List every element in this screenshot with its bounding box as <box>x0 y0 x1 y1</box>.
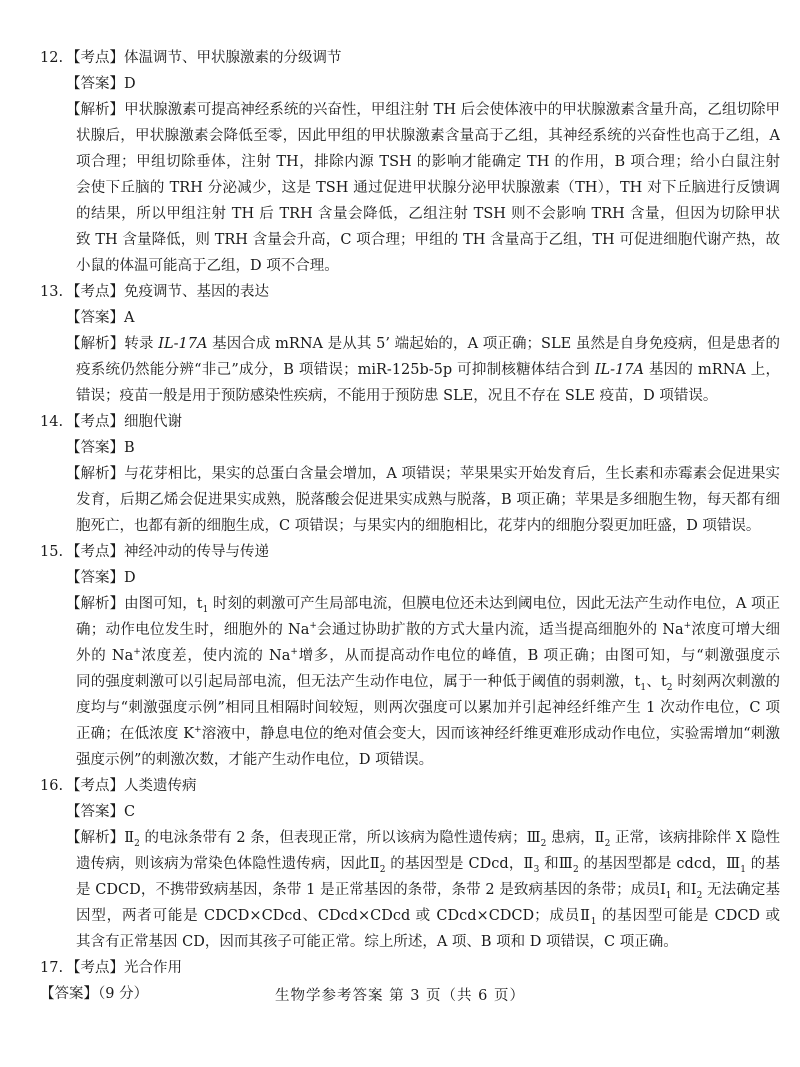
answer-label: 【答案】 <box>66 570 124 586</box>
analysis-line <box>40 903 780 929</box>
question-12 <box>40 45 780 279</box>
analysis-line <box>40 825 780 851</box>
analysis-text: 和Ⅲ <box>539 856 573 872</box>
subscript: 3 <box>533 864 540 875</box>
superscript: + <box>309 621 317 632</box>
analysis-text: 浓度差，使内流的 Na <box>140 648 291 664</box>
analysis-text: 的电泳条带有 2 条，但表现正常，所以该病为隐性遗传病；Ⅲ <box>139 830 541 846</box>
topic-row <box>40 279 780 305</box>
answer-value: B <box>124 440 135 456</box>
analysis-line <box>40 643 780 669</box>
analysis-text: 会使下丘脑的 TRH 分泌减少，这是 TSH 通过促进甲状腺分泌甲状腺激素（TH），TH 对下丘脑进行反馈调 <box>76 180 780 196</box>
subscript: 1 <box>590 916 597 927</box>
question-14 <box>40 409 780 539</box>
topic-row <box>40 773 780 799</box>
analysis-text: 增多，从而提高动作电位的峰值，B 项正确；由图可知，与“刺激强度示 <box>297 648 780 664</box>
answer-label: 【答案】 <box>66 804 124 820</box>
analysis-text: 因型，两者可能是 CDCD×CDcd、CDcd×CDcd 或 CDcd×CDCD；成员Ⅱ <box>76 908 591 924</box>
analysis-line <box>40 721 780 747</box>
analysis-text: 错误；疫苗一般是用于预防感染性疾病，不能用于预防患 SLE，况且不存在 SLE 疫苗，D 项错误。 <box>76 388 718 404</box>
subscript: 2 <box>540 838 547 849</box>
analysis-text: 同的强度刺激可以引起局部电流，但无法产生动作电位，属于一种低于阈值的弱刺激，t <box>76 674 641 690</box>
subscript: 1 <box>640 682 647 693</box>
analysis-text: 的基因型都是 cdcd，Ⅲ <box>578 856 741 872</box>
analysis-text: 度均与“刺激强度示例”相同且相隔时间较短，则两次强度可以累加并引起神经纤维产生 1 次动作电位，C 项 <box>76 700 780 716</box>
question-number: 17. <box>40 960 64 976</box>
question-number: 16. <box>40 778 64 794</box>
subscript: 2 <box>696 890 703 901</box>
subscript: 1 <box>202 604 209 615</box>
topic-row <box>40 409 780 435</box>
topic-text: 光合作用 <box>124 960 182 976</box>
analysis-text: 小鼠的体温可能高于乙组，D 项不合理。 <box>76 258 339 274</box>
superscript: + <box>194 725 202 736</box>
analysis-text: 无法确定基 <box>702 882 780 898</box>
topic-text: 人类遗传病 <box>124 778 197 794</box>
analysis-line <box>40 149 780 175</box>
subscript: 2 <box>666 682 673 693</box>
topic-text: 细胞代谢 <box>124 414 182 430</box>
analysis-line <box>40 175 780 201</box>
analysis-text: 致 TH 含量降低，则 TRH 含量会升高，C 项合理；甲组的 TH 含量高于乙组，TH 可促进细胞代谢产热，故 <box>76 232 780 248</box>
answer-value: A <box>124 310 135 326</box>
topic-label: 【考点】 <box>66 960 124 976</box>
answer-value: D <box>124 570 136 586</box>
analysis-line <box>40 201 780 227</box>
analysis-text: 的基因型是 CDcd，Ⅱ <box>385 856 534 872</box>
analysis-text: 确；动作电位发生时，细胞外的 Na <box>76 622 310 638</box>
analysis-text: 的基 <box>750 856 780 872</box>
subscript: 2 <box>604 838 611 849</box>
topic-label: 【考点】 <box>66 50 124 66</box>
question-number: 15. <box>40 544 64 560</box>
analysis-text: 外的 Na <box>76 648 134 664</box>
analysis-text: 基因的 mRNA 上， <box>648 362 780 378</box>
analysis-text: 强度示例”的刺激次数，才能产生动作电位，D 项错误。 <box>76 752 434 768</box>
analysis-line <box>40 929 780 955</box>
analysis-text: 疫系统仍然能分辨“非己”成分，B 项错误；miR-125b-5p 可抑制核糖体结合到 <box>76 362 595 378</box>
analysis-text: 时刻的刺激可产生局部电流，但膜电位还未达到阈电位，因此无法产生动作电位，A 项正 <box>208 596 780 612</box>
question-13 <box>40 279 780 409</box>
analysis-line <box>40 227 780 253</box>
analysis-line <box>40 331 780 357</box>
italic-gene-name: IL-17A <box>158 336 208 352</box>
analysis-text: 项合理；甲组切除垂体，注射 TH，排除内源 TSH 的影响才能确定 TH 的作用，B 项合理；给小白鼠注射 <box>76 154 780 170</box>
analysis-line <box>40 695 780 721</box>
topic-label: 【考点】 <box>66 414 124 430</box>
analysis-line <box>40 851 780 877</box>
analysis-text: 遗传病，则该病为常染色体隐性遗传病，因此Ⅱ <box>76 856 380 872</box>
subscript: 1 <box>740 864 747 875</box>
analysis-text: 与花芽相比，果实的总蛋白含量会增加，A 项错误；苹果果实开始发育后，生长素和赤霉素会促进果实 <box>124 466 780 482</box>
topic-text: 免疫调节、基因的表达 <box>124 284 269 300</box>
analysis-text: 由图可知，t <box>124 596 203 612</box>
analysis-text: 和Ⅰ <box>671 882 697 898</box>
analysis-line <box>40 357 780 383</box>
topic-label: 【考点】 <box>66 544 124 560</box>
analysis-text: 患病，Ⅱ <box>546 830 605 846</box>
answer-value: （9 分） <box>98 986 149 1002</box>
answer-row <box>40 71 780 97</box>
analysis-text: 甲状腺激素可提高神经系统的兴奋性，甲组注射 TH 后会使体液中的甲状腺激素含量升高，乙组切除甲 <box>124 102 780 118</box>
analysis-line <box>40 461 780 487</box>
topic-label: 【考点】 <box>66 284 124 300</box>
question-16 <box>40 773 780 955</box>
answer-value: D <box>124 76 136 92</box>
subscript: 2 <box>134 838 140 849</box>
answer-row <box>40 305 780 331</box>
analysis-label: 【解析】 <box>66 596 125 612</box>
answer-row <box>40 799 780 825</box>
topic-row <box>40 539 780 565</box>
analysis-text: 正常，该病排除伴 X 隐性 <box>610 830 780 846</box>
analysis-text: 发育，后期乙烯会促进果实成熟，脱落酸会促进果实成熟与脱落，B 项正确；苹果是多细胞生物，每天都有细 <box>76 492 780 508</box>
analysis-text: 的结果，所以甲组注射 TH 后 TRH 含量会降低，乙组注射 TSH 则不会影响 TRH 含量，但因为切除甲状 <box>76 206 780 222</box>
topic-row <box>40 955 780 981</box>
analysis-line <box>40 123 780 149</box>
analysis-text: 正确；在低浓度 K <box>76 726 195 742</box>
superscript: + <box>683 621 692 632</box>
analysis-text: 溶液中，静息电位的绝对值会变大，因而该神经纤维更难形成动作电位，实验需增加“刺激 <box>201 726 780 742</box>
analysis-text: 基因合成 mRNA 是从其 5’ 端起始的，A 项正确；SLE 虽然是自身免疫病，但是患者的 <box>212 336 780 352</box>
analysis-text: 浓度可增大细 <box>691 622 780 638</box>
analysis-line <box>40 253 780 279</box>
analysis-line <box>40 877 780 903</box>
answer-document <box>40 45 780 1007</box>
italic-gene-name: IL-17A <box>594 362 644 378</box>
question-number: 14. <box>40 414 64 430</box>
analysis-text: 是 CDCD，不携带致病基因，条带 1 是正常基因的条带，条带 2 是致病基因的条带；成员Ⅰ <box>76 882 666 898</box>
answer-label: 【答案】 <box>66 76 124 92</box>
analysis-text: Ⅱ <box>124 830 135 846</box>
answer-value: C <box>124 804 136 820</box>
answer-label: 【答案】 <box>66 440 124 456</box>
subscript: 2 <box>572 864 579 875</box>
analysis-label: 【解析】 <box>66 466 125 482</box>
analysis-line <box>40 383 780 409</box>
analysis-line <box>40 513 780 539</box>
analysis-label: 【解析】 <box>66 336 125 352</box>
analysis-text: 胞死亡，也都有新的细胞生成，C 项错误；与果实内的细胞相比，花芽内的细胞分裂更加旺盛，D 项错误。 <box>76 518 761 534</box>
analysis-label: 【解析】 <box>66 830 125 846</box>
analysis-line <box>40 617 780 643</box>
analysis-text: 的基因型可能是 CDCD 或 <box>601 908 780 924</box>
analysis-text: 时刻两次刺激的 <box>677 674 780 690</box>
subscript: 1 <box>665 890 672 901</box>
answer-label: 【答案】 <box>40 986 98 1002</box>
analysis-text: 其含有正常基因 CD，因而其孩子可能正常。综上所述，A 项、B 项和 D 项错误，C 项正确。 <box>76 934 678 950</box>
superscript: + <box>133 647 141 658</box>
analysis-text: 会通过协助扩散的方式大量内流，适当提高细胞外的 Na <box>316 622 684 638</box>
analysis-line <box>40 591 780 617</box>
question-number: 13. <box>40 284 64 300</box>
analysis-text: 转录 <box>124 336 159 352</box>
analysis-line <box>40 97 780 123</box>
question-number: 12. <box>40 50 64 66</box>
analysis-text: 、t <box>646 674 667 690</box>
analysis-line <box>40 487 780 513</box>
answer-row <box>40 435 780 461</box>
analysis-line <box>40 669 780 695</box>
answer-row <box>40 565 780 591</box>
topic-text: 体温调节、甲状腺激素的分级调节 <box>124 50 342 66</box>
analysis-label: 【解析】 <box>66 102 125 118</box>
subscript: 2 <box>379 864 386 875</box>
page-footer: 生物学参考答案 第 3 页（共 6 页） <box>275 988 525 1004</box>
question-15 <box>40 539 780 773</box>
topic-label: 【考点】 <box>66 778 124 794</box>
topic-row <box>40 45 780 71</box>
answer-label: 【答案】 <box>66 310 124 326</box>
superscript: + <box>290 647 298 658</box>
topic-text: 神经冲动的传导与传递 <box>124 544 269 560</box>
analysis-text: 状腺后，甲状腺激素会降低至零，因此甲组的甲状腺激素含量高于乙组，其神经系统的兴奋性也高于乙组，A <box>76 128 780 144</box>
analysis-line <box>40 747 780 773</box>
